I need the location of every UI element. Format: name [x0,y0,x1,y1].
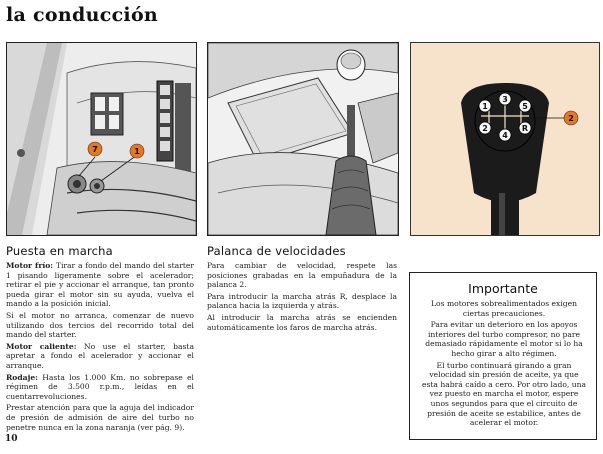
gear-position-4: 4 [502,131,508,140]
page-title: la conducción [6,4,159,26]
paragraph-marcha-atras: Para introducir la marcha atrás R, desplace la palanca hacia la izquierda y atrás. [207,291,397,311]
gear-lever-illustration [207,42,399,236]
text-rodaje: Hasta los 1.000 Km. no sobrepase el régimen de 3.500 r.p.m., leídas en el cuentarrevoluciones. [6,372,194,401]
importante-title: Importante [468,281,538,296]
gear-position-r: R [521,124,529,133]
gear-knob-diagram [410,42,600,236]
importante-box [409,272,597,440]
label-motor-caliente: Motor caliente: [6,341,77,351]
palanca-text [207,261,397,334]
heading-palanca-de-velocidades: Palanca de velocidades [207,244,346,258]
importante-paragraph-1: Los motores sobrealimentados exigen ciertas precauciones. [431,299,577,318]
importante-paragraph-2: Para evitar un deterioro en los apoyos interiores del turbo compresor, no pare demasiado rápidamente el motor si lo ha hecho girar a alto régimen. [425,320,583,358]
paragraph-motor-caliente [6,342,194,371]
label-motor-frio: Motor frío: [6,261,54,270]
paragraph-rodaje [6,373,194,402]
gear-position-2: 2 [482,124,488,133]
gear-position-5: 5 [522,102,528,111]
text-motor-caliente: No use el starter, basta apretar a fondo el acelerador y accionar el arranque. [6,341,194,370]
text-motor-frio: Tirar a fondo del mando del starter 1 pisando ligeramente sobre el acelerador; retirar el pie y accionar el arranque, tan pronto pueda girar el motor sin su ayuda, vuelva el mando a la posición inicial. [6,261,195,309]
page-number: 10 [5,434,18,444]
dashboard-illustration [6,42,197,236]
paragraph-motor-frio [6,261,194,309]
paragraph-faros: Al introducir la marcha atrás se encienden automáticamente los faros de marcha atrás. [207,312,397,332]
paragraph-turbo-indicator: Prestar atención para que la aguja del indicador de presión de admisión de aire del turbo no penetre nunca en la zona naranja (ver pág. 9). [6,403,194,432]
heading-puesta-en-marcha: Puesta en marcha [6,244,113,258]
importante-text [421,299,587,430]
importante-paragraph-3: El turbo continuará girando a gran velocidad sin presión de aceite, ya que esta habrá caído a cero. Por otro lado, una vez puesto en marcha el motor, espere unos segundos para que el circuito de presión de aceite se estabilice, antes de acelerar el motor. [421,360,587,428]
callout-2: 2 [568,114,574,123]
callout-7: 7 [92,145,98,154]
puesta-en-marcha-text [6,261,194,434]
label-rodaje: Rodaje: [6,372,38,382]
paragraph-cambiar-velocidad: Para cambiar de velocidad, respete las posiciones grabadas en la empuñadura de la palanca 2. [207,261,397,290]
gear-position-3: 3 [502,95,508,104]
paragraph-starter: Si el motor no arranca, comenzar de nuevo utilizando dos tercios del recorrido total del mando del starter. [6,310,194,340]
gear-position-1: 1 [482,102,488,111]
callout-1: 1 [134,147,140,156]
